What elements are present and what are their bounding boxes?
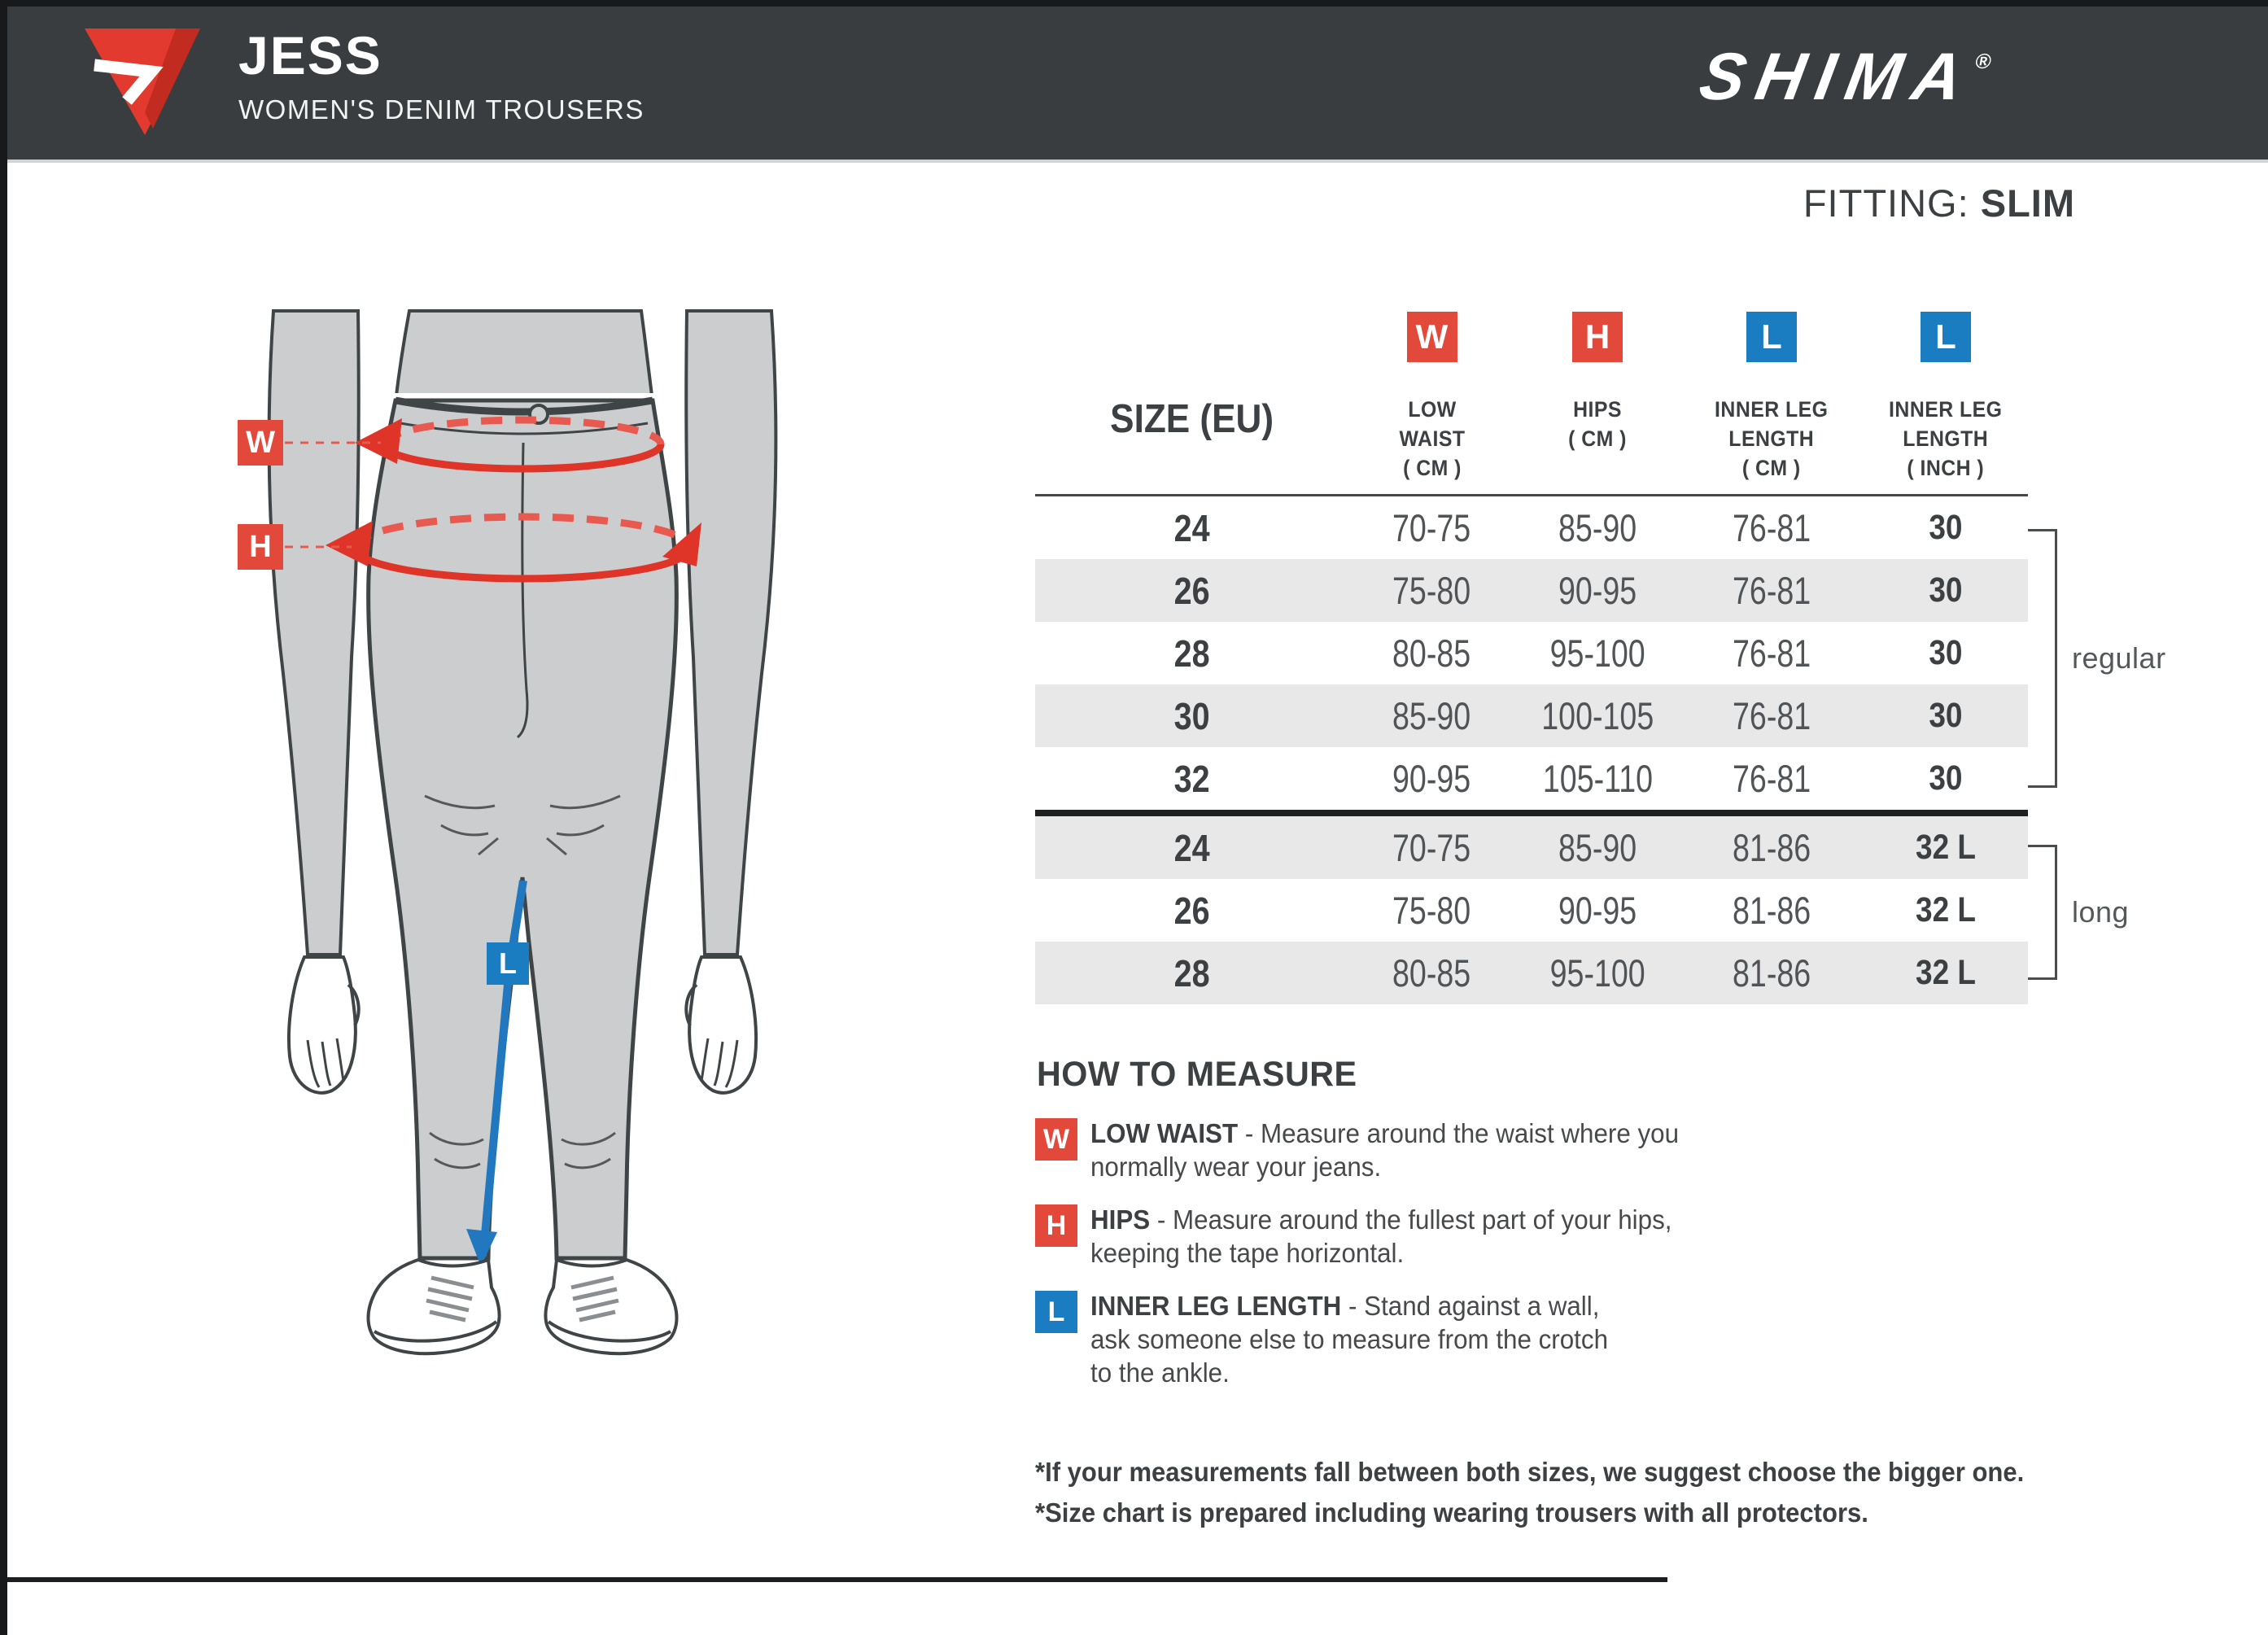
product-subtitle: WOMEN'S DENIM TROUSERS bbox=[238, 94, 645, 125]
header-line: ( CM ) bbox=[1402, 456, 1462, 480]
registered-trademark-icon: ® bbox=[1973, 49, 1994, 73]
measure-line bbox=[1090, 1289, 1608, 1322]
inner-leg-inch-value: 30 bbox=[1929, 758, 1963, 798]
inner-leg-cm-value: 76-81 bbox=[1732, 506, 1811, 549]
hips-cell bbox=[1515, 825, 1680, 870]
hips-value: 90-95 bbox=[1558, 569, 1637, 612]
waist-badge: W bbox=[1035, 1118, 1077, 1161]
shima-triangle-logo-icon bbox=[80, 24, 203, 140]
inner-leg-inch-value: 30 bbox=[1929, 571, 1963, 610]
low-waist-cell bbox=[1348, 631, 1515, 675]
hips-badge bbox=[238, 524, 283, 570]
measure-desc: - Measure around the waist where you bbox=[1244, 1118, 1680, 1148]
fitting-line bbox=[1668, 181, 2075, 225]
hips-badge-letter: H bbox=[249, 530, 272, 564]
measure-term: LOW WAIST bbox=[1090, 1118, 1239, 1148]
regular-bracket bbox=[2028, 529, 2057, 788]
low-waist-value: 70-75 bbox=[1392, 506, 1471, 549]
leg-badge: L bbox=[1035, 1291, 1077, 1333]
hips-value: 90-95 bbox=[1558, 889, 1637, 932]
header-line: LENGTH bbox=[1903, 426, 1989, 451]
inner-leg-inch-cell bbox=[1864, 828, 2028, 868]
inner-leg-inch-value: 30 bbox=[1929, 508, 1963, 547]
size-value: 28 bbox=[1173, 951, 1210, 995]
size-value: 32 bbox=[1173, 757, 1210, 800]
hips-badge: H bbox=[1035, 1204, 1077, 1247]
table-row bbox=[1035, 942, 2028, 1004]
footnote: *Size chart is prepared including wearing trousers with all protectors. bbox=[1035, 1497, 1868, 1528]
measure-line: normally wear your jeans. bbox=[1090, 1152, 1382, 1182]
size-eu-header: SIZE (EU) bbox=[1110, 397, 1274, 441]
inner-leg-cm-value: 81-86 bbox=[1732, 889, 1811, 932]
size-cell bbox=[1035, 951, 1348, 995]
header-line: ( CM ) bbox=[1568, 426, 1627, 451]
inner-leg-cm-cell bbox=[1680, 825, 1864, 870]
inner-leg-inch-value: 32 L bbox=[1915, 828, 1976, 867]
footnote: *If your measurements fall between both sizes, we suggest choose the bigger one. bbox=[1035, 1457, 2025, 1487]
inner-leg-cm-cell bbox=[1680, 888, 1864, 933]
column-header-inner-leg-cm bbox=[1680, 312, 1864, 494]
measure-line: ask someone else to measure from the crotch bbox=[1090, 1324, 1609, 1354]
column-header-low-waist bbox=[1348, 312, 1515, 494]
fitting-label: FITTING: bbox=[1803, 181, 1981, 225]
low-waist-value: 75-80 bbox=[1392, 569, 1471, 612]
leg-badge: L bbox=[1921, 312, 1971, 362]
low-waist-cell bbox=[1348, 825, 1515, 870]
column-header-inner-leg-inch bbox=[1864, 312, 2028, 494]
measure-term: INNER LEG LENGTH bbox=[1090, 1291, 1342, 1321]
header-line: HIPS bbox=[1573, 397, 1622, 422]
body-measurement-diagram-icon bbox=[236, 308, 789, 1390]
header-line: WAIST bbox=[1399, 426, 1465, 451]
column-header-hips bbox=[1515, 312, 1680, 494]
measure-line bbox=[1090, 1117, 1679, 1150]
header-line: INNER LEG bbox=[1889, 397, 2003, 422]
size-value: 30 bbox=[1173, 694, 1210, 737]
inner-leg-inch-cell bbox=[1864, 890, 2028, 930]
size-cell bbox=[1035, 694, 1348, 738]
inner-leg-cm-cell bbox=[1680, 505, 1864, 550]
low-waist-cell bbox=[1348, 568, 1515, 613]
column-header-label bbox=[1399, 395, 1465, 483]
header-underline bbox=[7, 160, 2268, 163]
hips-cell bbox=[1515, 693, 1680, 738]
inner-leg-cm-cell bbox=[1680, 951, 1864, 995]
inner-leg-inch-cell bbox=[1864, 571, 2028, 610]
table-row bbox=[1035, 622, 2028, 684]
top-border-line bbox=[0, 0, 2268, 7]
measure-line: keeping the tape horizontal. bbox=[1090, 1238, 1405, 1268]
hips-cell bbox=[1515, 568, 1680, 613]
inner-leg-cm-cell bbox=[1680, 693, 1864, 738]
inner-leg-inch-cell bbox=[1864, 696, 2028, 736]
inner-leg-inch-value: 30 bbox=[1929, 633, 1963, 672]
low-waist-cell bbox=[1348, 756, 1515, 801]
size-cell bbox=[1035, 569, 1348, 613]
long-label: long bbox=[2072, 895, 2130, 929]
inner-leg-cm-value: 76-81 bbox=[1732, 632, 1811, 675]
brand-wordmark: SHIMA bbox=[1694, 40, 1980, 114]
size-table bbox=[1035, 312, 2028, 1004]
inner-leg-cm-value: 76-81 bbox=[1732, 569, 1811, 612]
measure-desc: - Measure around the fullest part of your hips, bbox=[1156, 1204, 1672, 1235]
size-value: 28 bbox=[1173, 632, 1210, 675]
low-waist-value: 90-95 bbox=[1392, 757, 1471, 800]
inner-leg-cm-value: 76-81 bbox=[1732, 757, 1811, 800]
low-waist-cell bbox=[1348, 505, 1515, 550]
waist-badge bbox=[238, 420, 283, 466]
hips-cell bbox=[1515, 888, 1680, 933]
hips-value: 95-100 bbox=[1549, 951, 1645, 995]
regular-long-divider bbox=[1035, 810, 2028, 816]
measure-text bbox=[1090, 1289, 1608, 1389]
header-line: INNER LEG bbox=[1715, 397, 1829, 422]
hips-cell bbox=[1515, 505, 1680, 550]
regular-label: regular bbox=[2072, 641, 2166, 675]
hips-value: 85-90 bbox=[1558, 826, 1637, 869]
size-cell bbox=[1035, 632, 1348, 675]
leg-badge: L bbox=[1746, 312, 1797, 362]
low-waist-value: 80-85 bbox=[1392, 951, 1471, 995]
measure-item-hips bbox=[1035, 1203, 1702, 1270]
inner-leg-inch-cell bbox=[1864, 953, 2028, 993]
hips-value: 105-110 bbox=[1542, 757, 1653, 800]
low-waist-value: 80-85 bbox=[1392, 632, 1471, 675]
table-row bbox=[1035, 816, 2028, 879]
inner-leg-cm-value: 81-86 bbox=[1732, 951, 1811, 995]
inner-leg-cm-cell bbox=[1680, 756, 1864, 801]
inner-leg-cm-cell bbox=[1680, 568, 1864, 613]
hips-value: 100-105 bbox=[1541, 694, 1654, 737]
waist-badge-letter: W bbox=[246, 426, 275, 460]
inner-leg-cm-value: 76-81 bbox=[1732, 694, 1811, 737]
low-waist-value: 85-90 bbox=[1392, 694, 1471, 737]
header-line: ( INCH ) bbox=[1907, 456, 1985, 480]
table-row bbox=[1035, 747, 2028, 810]
measure-text bbox=[1090, 1117, 1679, 1183]
size-value: 24 bbox=[1173, 826, 1210, 869]
bottom-rule bbox=[7, 1577, 1667, 1582]
long-bracket bbox=[2028, 845, 2057, 980]
size-cell bbox=[1035, 889, 1348, 933]
inner-leg-inch-cell bbox=[1864, 508, 2028, 548]
hips-cell bbox=[1515, 951, 1680, 995]
hips-cell bbox=[1515, 756, 1680, 801]
measure-line bbox=[1090, 1203, 1672, 1236]
header-line: LENGTH bbox=[1728, 426, 1815, 451]
table-row bbox=[1035, 879, 2028, 942]
table-row bbox=[1035, 559, 2028, 622]
measure-term: HIPS bbox=[1090, 1204, 1151, 1235]
size-cell bbox=[1035, 826, 1348, 870]
inner-leg-inch-value: 32 L bbox=[1915, 953, 1976, 992]
inner-leg-inch-value: 32 L bbox=[1915, 890, 1976, 929]
size-value: 26 bbox=[1173, 569, 1210, 612]
inner-leg-inch-value: 30 bbox=[1929, 696, 1963, 735]
left-border-line bbox=[0, 0, 7, 1635]
hips-cell bbox=[1515, 631, 1680, 675]
measurement-figure bbox=[236, 308, 789, 1390]
measure-desc: - Stand against a wall, bbox=[1348, 1291, 1600, 1321]
column-header-label bbox=[1889, 395, 2002, 483]
low-waist-value: 75-80 bbox=[1392, 889, 1471, 932]
product-name: JESS bbox=[238, 25, 382, 85]
column-header-label bbox=[1715, 395, 1828, 483]
size-value: 24 bbox=[1173, 506, 1210, 549]
inner-leg-cm-cell bbox=[1680, 631, 1864, 675]
size-value: 26 bbox=[1173, 889, 1210, 932]
header-line: LOW bbox=[1407, 397, 1457, 422]
leg-badge bbox=[487, 942, 529, 985]
low-waist-cell bbox=[1348, 888, 1515, 933]
measure-line: to the ankle. bbox=[1090, 1357, 1230, 1388]
size-cell bbox=[1035, 506, 1348, 550]
hips-badge: H bbox=[1572, 312, 1623, 362]
inner-leg-inch-cell bbox=[1864, 758, 2028, 798]
hips-value: 95-100 bbox=[1549, 632, 1645, 675]
measure-item-low-waist bbox=[1035, 1117, 1710, 1183]
low-waist-cell bbox=[1348, 693, 1515, 738]
size-table-header bbox=[1035, 312, 2028, 494]
hips-value: 85-90 bbox=[1558, 506, 1637, 549]
waist-badge: W bbox=[1407, 312, 1457, 362]
header-line: ( CM ) bbox=[1742, 456, 1801, 480]
low-waist-cell bbox=[1348, 951, 1515, 995]
leg-badge-letter: L bbox=[499, 946, 517, 980]
fitting-value: SLIM bbox=[1980, 181, 2075, 225]
how-to-measure-title: HOW TO MEASURE bbox=[1037, 1055, 1357, 1094]
inner-leg-cm-value: 81-86 bbox=[1732, 826, 1811, 869]
inner-leg-inch-cell bbox=[1864, 633, 2028, 673]
column-header-label bbox=[1568, 395, 1627, 453]
column-header-size bbox=[1035, 312, 1348, 494]
size-cell bbox=[1035, 757, 1348, 801]
low-waist-value: 70-75 bbox=[1392, 826, 1471, 869]
measure-item-inner-leg bbox=[1035, 1289, 1635, 1389]
measure-text bbox=[1090, 1203, 1672, 1270]
table-row bbox=[1035, 496, 2028, 559]
table-row bbox=[1035, 684, 2028, 747]
brand-logo bbox=[1694, 39, 1995, 116]
